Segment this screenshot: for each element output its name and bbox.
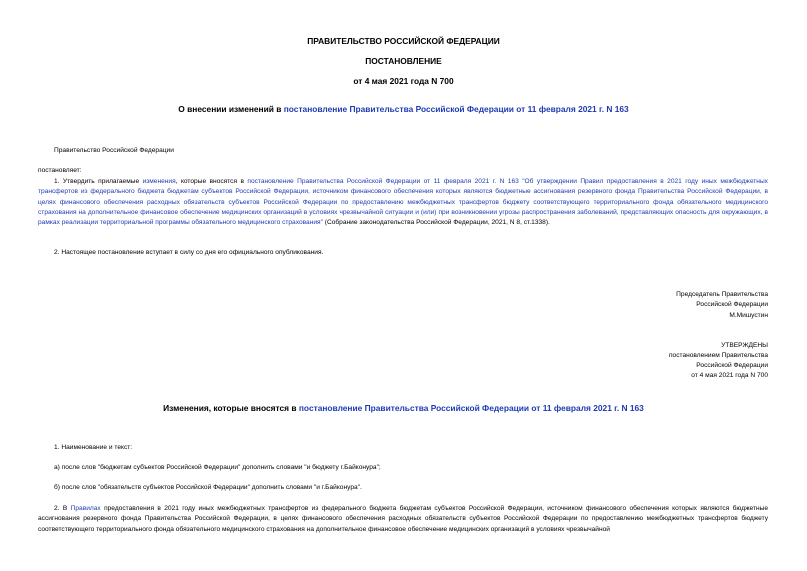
changes-item-2-text-b: предоставления в 2021 году иных межбюджетных трансфертов из федерального бюджета бюджетам субъектов Российской Федерации, источником финансового обеспечения которых являются бюджетные ассигнования резервного фонда Правительства Российской Федерации, в целях финансового обеспечения расходных обязательств субъектов Российской Федерации по предоставлению межбюджетных трансфертов бюджету соответствующего территориального фонда обязательного медицинского страхования на дополнительное финансовое обеспечение медицинских организаций в условиях чрезвычайной [38, 505, 769, 533]
decides-label: постановляет: [38, 167, 82, 174]
rules-link[interactable]: Правилах [70, 505, 101, 512]
date-number-heading: от 4 мая 2021 года N 700 [353, 76, 454, 86]
approved-by: постановлением Правительства [668, 352, 768, 359]
item-1-paragraph [38, 177, 768, 228]
signature-position: Председатель Правительства [676, 291, 768, 298]
government-label: Правительство Российской Федерации [54, 147, 174, 154]
changes-item-2-text-a: 2. В [54, 505, 71, 512]
approved-country: Российской Федерации [696, 362, 768, 369]
item-1-text-a: 1. Утвердить прилагаемые [54, 178, 143, 185]
decree-163-link[interactable]: постановление Правительства Российской Федерации от 11 февраля 2021 г. N 163 "Об утверждении Правил предоставления в 2021 году иных межбюджетных трансфертов из федерального бюджета бюджетам субъектов Российской Федерации, источником финансового обеспечения которых являются бюджетные ассигнования резервного фонда Правительства Российской Федерации, в целях финансового обеспечения расходных обязательств субъектов Российской Федерации по предоставлению межбюджетных трансфертов бюджету соответствующего территориального фонда обязательного медицинского страхования на дополнительное финансовое обеспечение медицинских организаций в условиях чрезвычайной ситуации и (или) при возникновении угрозы распространения заболеваний, представляющих опасность для окружающих, в рамках реализации территориальной программы обязательного медицинского страхования" [38, 178, 768, 227]
changes-link[interactable]: изменения [142, 178, 176, 185]
approved-date: от 4 мая 2021 года N 700 [691, 372, 768, 379]
changes-item-a: а) после слов "бюджетам субъектов Российской Федерации" дополнить словами "и бюджету г.Байконура"; [54, 464, 381, 471]
item-1-text-b: , которые вносятся в [175, 178, 248, 185]
signature-name: М.Мишустин [729, 312, 768, 319]
document-title-prefix: О внесении изменений в [178, 104, 284, 114]
changes-title-prefix: Изменения, которые вносятся в [163, 403, 299, 413]
changes-item-2 [38, 504, 768, 535]
doc-type-heading: ПОСТАНОВЛЕНИЕ [365, 56, 442, 66]
item-1-text-c: (Собрание законодательства Российской Федерации, 2021, N 8, ст.1338). [322, 219, 550, 227]
signature-country: Российской Федерации [696, 301, 768, 308]
document-title [0, 104, 807, 114]
changes-title [0, 403, 807, 413]
changes-title-link[interactable]: постановление Правительства Российской Федерации от 11 февраля 2021 г. N 163 [298, 403, 644, 413]
approved-label: УТВЕРЖДЕНЫ [721, 342, 768, 349]
changes-item-b: б) после слов "обязательств субъектов Российской Федерации" дополнить словами "и г.Байконура". [54, 484, 362, 491]
authority-heading: ПРАВИТЕЛЬСТВО РОССИЙСКОЙ ФЕДЕРАЦИИ [307, 36, 500, 46]
item-2-paragraph: 2. Настоящее постановление вступает в силу со дня его официального опубликования. [54, 249, 324, 256]
changes-item-1: 1. Наименование и текст: [54, 444, 133, 451]
title-decree-link[interactable]: постановление Правительства Российской Федерации от 11 февраля 2021 г. N 163 [283, 104, 629, 114]
